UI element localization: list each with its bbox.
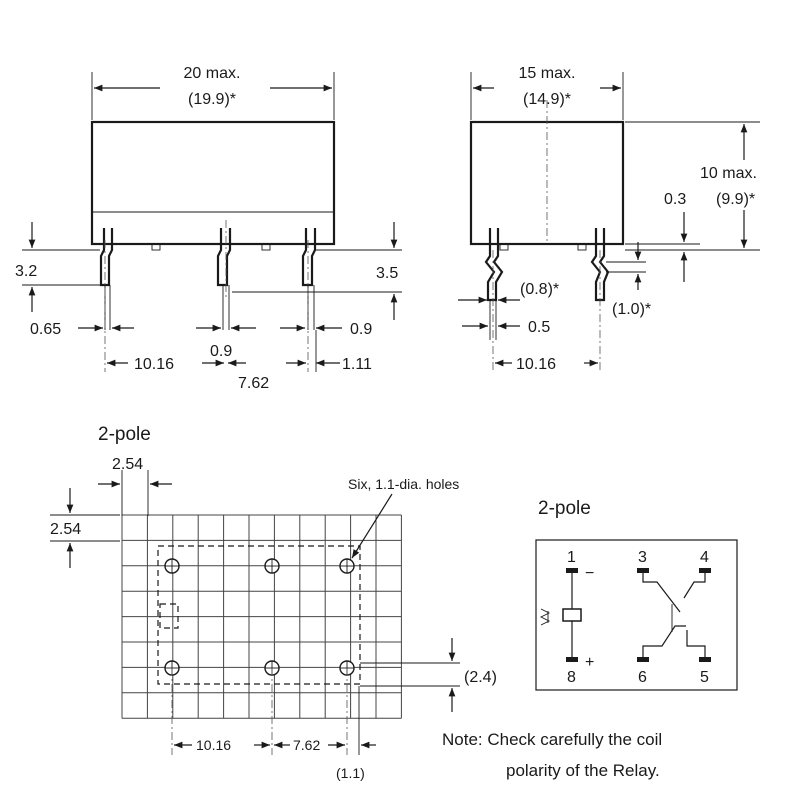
side-pin-thickness: 0.5 bbox=[528, 319, 551, 336]
front-pitch-a: 10.16 bbox=[134, 356, 175, 373]
coil-symbol bbox=[563, 609, 581, 621]
side-view bbox=[458, 65, 760, 373]
coil-plus-sign: + bbox=[585, 654, 595, 671]
pcb-grid-pitch-x: 2.54 bbox=[112, 456, 144, 473]
front-width-max: 20 max. bbox=[183, 65, 241, 82]
pin-label-4: 4 bbox=[700, 549, 709, 566]
front-pin-width-mid: 0.9 bbox=[210, 343, 233, 360]
side-width-actual: (14.9)* bbox=[522, 91, 572, 108]
pcb-pitch-a: 10.16 bbox=[196, 737, 232, 753]
pin-label-6: 6 bbox=[638, 669, 647, 686]
side-height-max: 10 max. bbox=[700, 165, 757, 182]
coil-minus-sign: − bbox=[585, 565, 595, 582]
pcb-offset-x: (1.1) bbox=[336, 765, 365, 781]
side-width-max: 15 max. bbox=[518, 65, 576, 82]
side-height-actual: (9.9)* bbox=[716, 191, 756, 208]
front-pitch-b: 7.62 bbox=[238, 375, 270, 392]
side-pin-pitch: 10.16 bbox=[516, 356, 557, 373]
side-standoff: 0.3 bbox=[664, 191, 687, 208]
front-pin-width-right: 0.9 bbox=[350, 321, 373, 338]
front-view bbox=[15, 65, 402, 392]
schematic bbox=[536, 498, 737, 690]
pin-label-3: 3 bbox=[638, 549, 647, 566]
pcb-grid-pitch-y: 2.54 bbox=[50, 521, 82, 538]
pcb-pitch-b: 7.62 bbox=[293, 737, 321, 753]
schematic-title: 2-pole bbox=[538, 498, 591, 519]
front-pin-length-left: 3.2 bbox=[15, 263, 38, 280]
pcb-holes-label: Six, 1.1-dia. holes bbox=[348, 476, 460, 492]
pcb-layout bbox=[50, 424, 497, 781]
relay-outline-dashed bbox=[158, 546, 360, 684]
note-line-2: polarity of the Relay. bbox=[506, 761, 660, 780]
pin-label-1: 1 bbox=[567, 549, 576, 566]
pcb-offset-y: (2.4) bbox=[464, 669, 497, 686]
pin-label-5: 5 bbox=[700, 669, 709, 686]
front-offset-right: 1.11 bbox=[342, 356, 372, 373]
side-pin-offset: (1.0)* bbox=[612, 301, 652, 318]
front-pin-length-right: 3.5 bbox=[376, 265, 399, 282]
note-line-1: Note: Check carefully the coil bbox=[442, 730, 663, 749]
pin-label-8: 8 bbox=[567, 669, 576, 686]
relay-body-front bbox=[92, 122, 334, 244]
front-pin-width-outer: 0.65 bbox=[30, 321, 62, 338]
side-pin-bend: (0.8)* bbox=[520, 281, 560, 298]
front-width-actual: (19.9)* bbox=[187, 91, 237, 108]
pcb-layout-title: 2-pole bbox=[98, 424, 151, 445]
